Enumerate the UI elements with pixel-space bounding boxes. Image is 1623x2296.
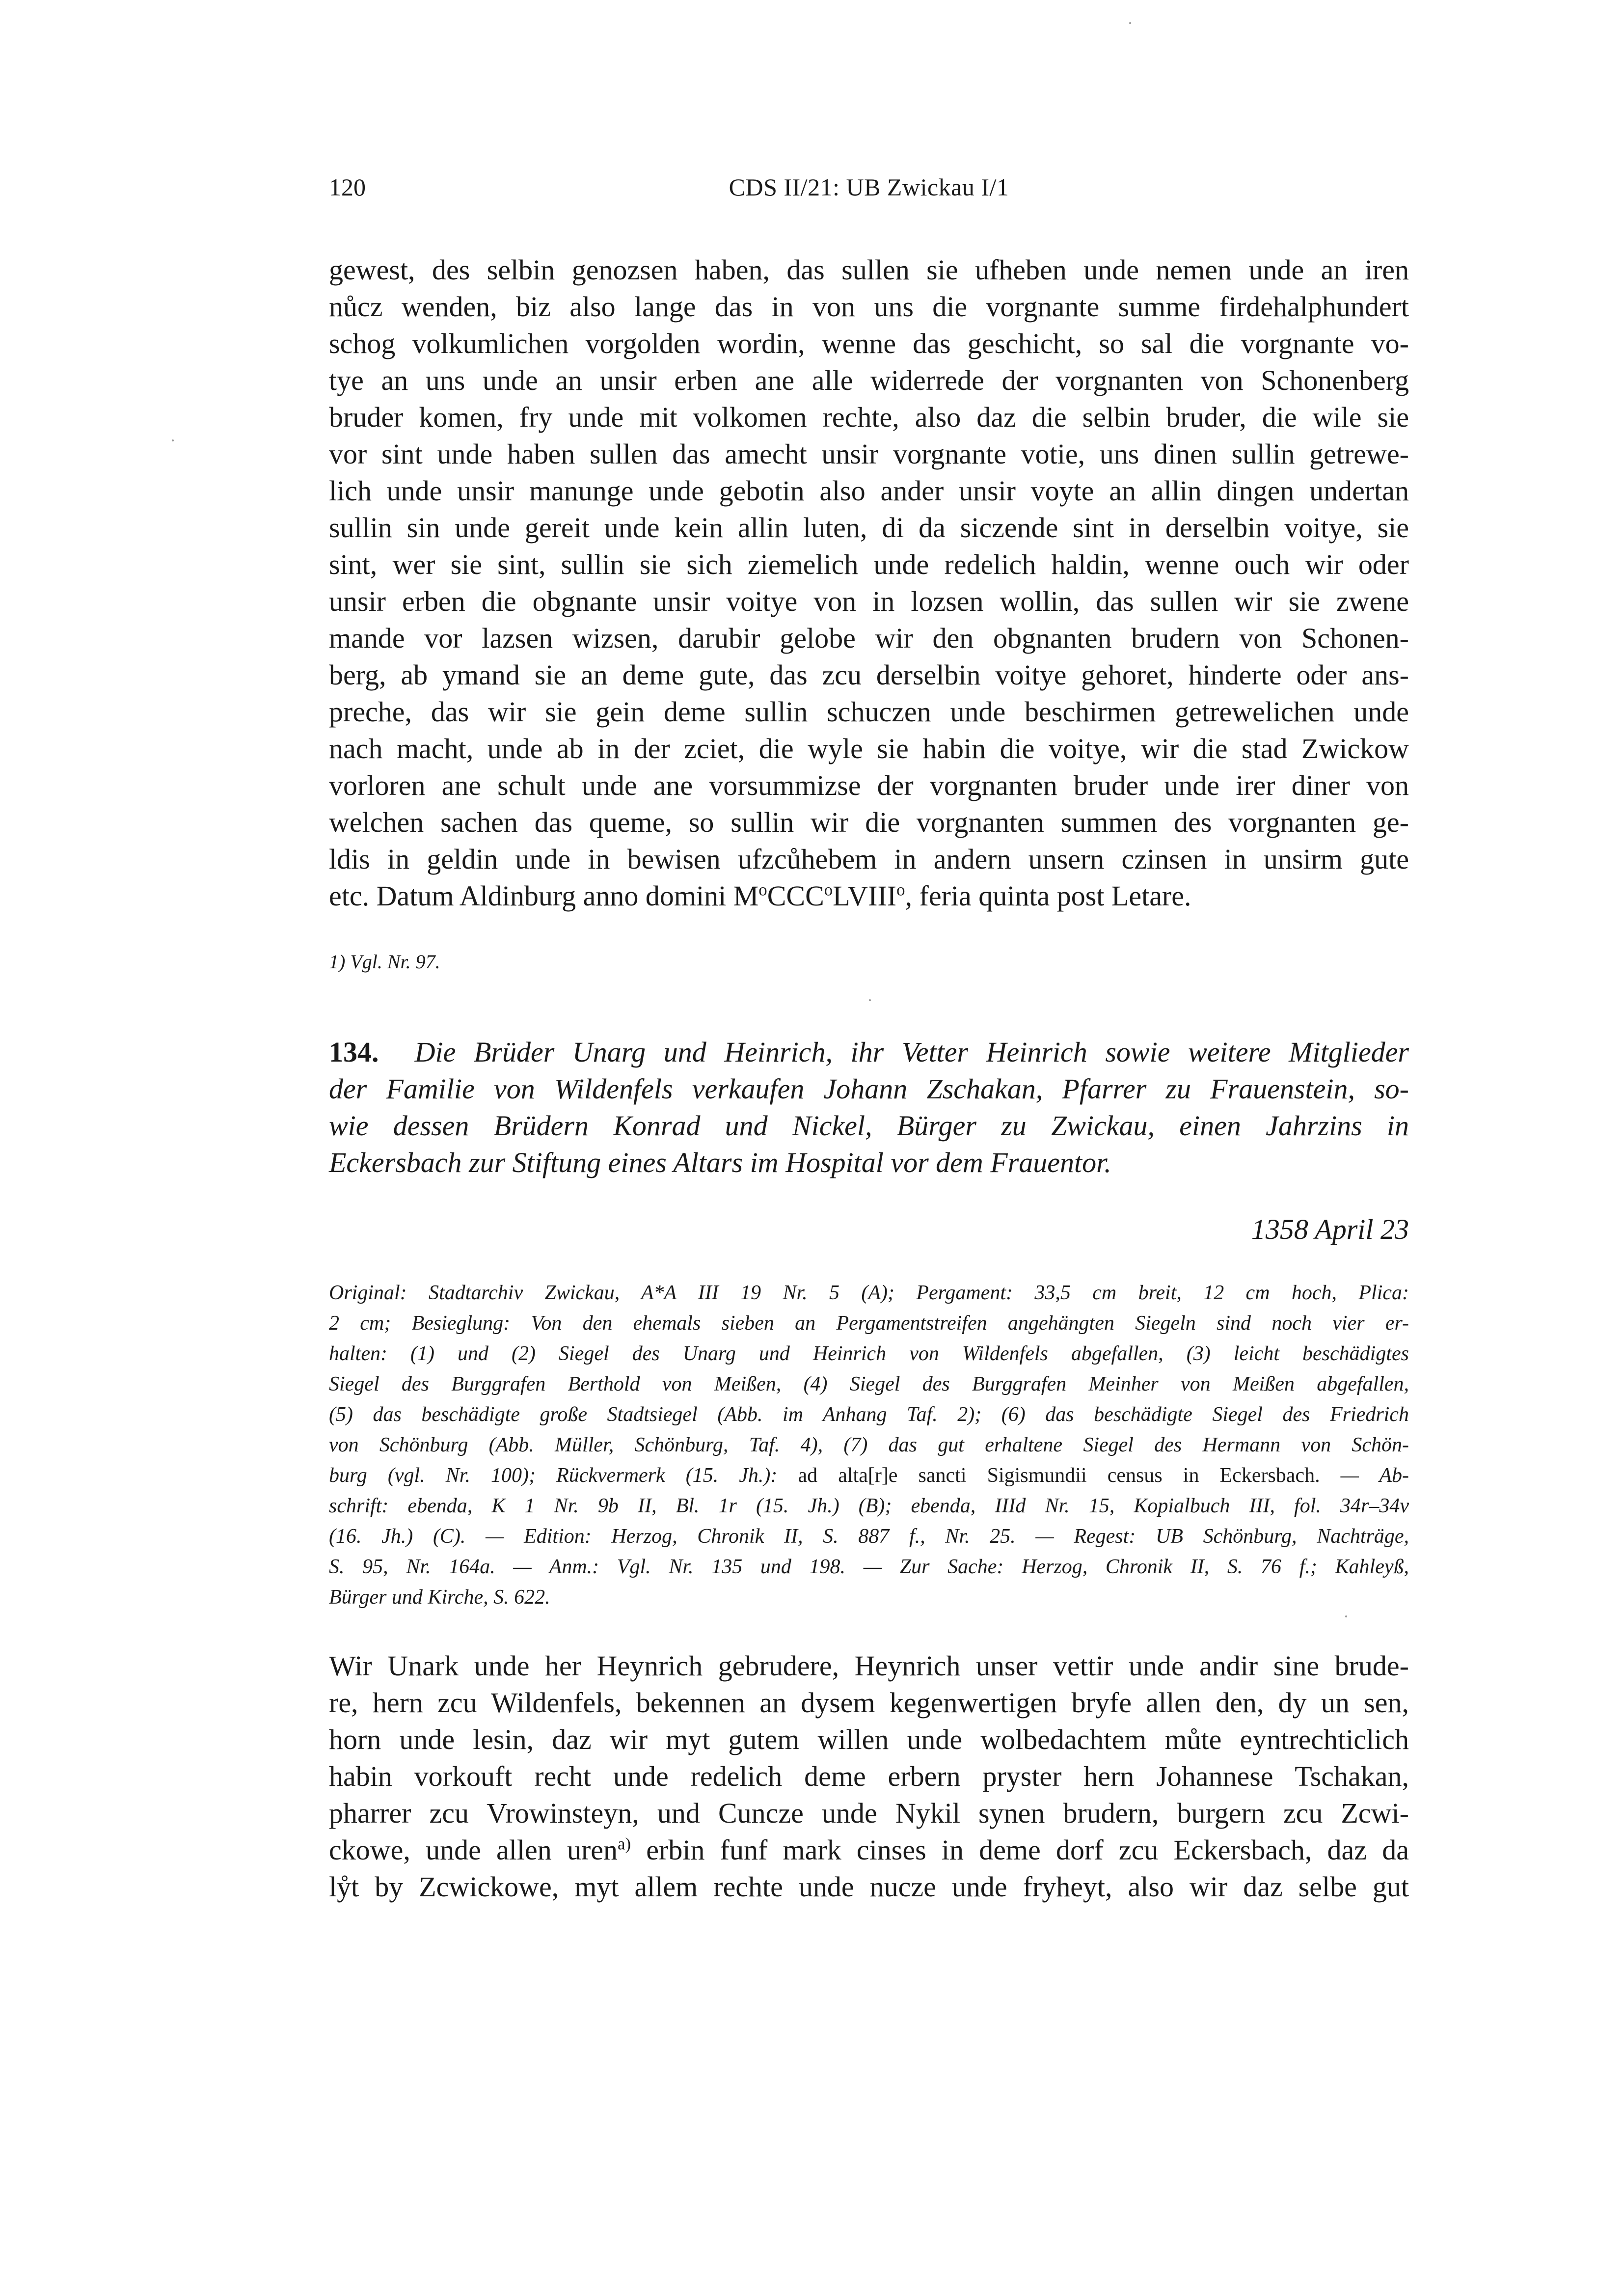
running-title: CDS II/21: UB Zwickau I/1 (729, 173, 1009, 201)
heading-line: Eckersbach zur Stiftung eines Altars im Hospital vor dem Frauentor. (329, 1147, 1111, 1178)
entry-heading (329, 1034, 1409, 1181)
note-line (329, 1460, 1409, 1491)
text-line: ldis in geldin unde in bewisen ufzcůhebem in andern unsern czinsen in unsirm gute (329, 843, 1409, 875)
heading-line (329, 1034, 1409, 1070)
note-line: (16. Jh.) (C). — Edition: Herzog, Chronik II, S. 887 f., Nr. 25. — Regest: UB Schönburg, Nachträge, (329, 1525, 1409, 1548)
text-line: lich unde unsir manunge unde gebotin also ander unsir voyte an allin dingen undertan (329, 475, 1409, 507)
footnote: 1) Vgl. Nr. 97. (329, 951, 440, 973)
text-line: nach macht, unde ab in der zciet, die wyle sie habin die voitye, wir die stad Zwickow (329, 733, 1409, 765)
text-line: unsir erben die obgnante unsir voitye von in lozsen wollin, das sullen wir sie zwene (329, 585, 1409, 617)
text-segment: ckowe, unde allen uren (329, 1834, 618, 1866)
text-line: sullin sin unde gereit unde kein allin luten, di da siczende sint in derselbin voitye, sie (329, 512, 1409, 544)
text-line: nůcz wenden, biz also lange das in von uns die vorgnante summe firdehalphundert (329, 291, 1409, 323)
note-line: von Schönburg (Abb. Müller, Schönburg, Taf. 4), (7) das gut erhaltene Siegel des Hermann von Schön- (329, 1434, 1409, 1456)
note-line: Siegel des Burggrafen Berthold von Meißen, (4) Siegel des Burggrafen Meinher von Meißen abgefallen, (329, 1373, 1409, 1395)
text-line: bruder komen, fry unde mit volkomen rechte, also daz die selbin bruder, die wile sie (329, 401, 1409, 433)
text-line: welchen sachen das queme, so sullin wir die vorgnanten summen des vorgnanten ge- (329, 806, 1409, 838)
entry-date: 1358 April 23 (1251, 1213, 1409, 1245)
text-line (329, 1831, 1409, 1868)
text-line: preche, das wir sie gein deme sullin schuczen unde beschirmen getrewelichen unde (329, 696, 1409, 728)
page-number: 120 (329, 173, 366, 201)
scan-speck (1129, 22, 1131, 24)
dating-text: CCC (767, 880, 824, 912)
dating-text: LVIII (833, 880, 897, 912)
scan-speck (869, 999, 871, 1001)
source-note (329, 1278, 1409, 1613)
text-line: pharrer zcu Vrowinsteyn, und Cuncze unde Nykil synen brudern, burgern zcu Zcwi- (329, 1797, 1409, 1829)
note-line: (5) das beschädigte große Stadtsiegel (Abb. im Anhang Taf. 2); (6) das beschädigte Siegel des Friedrich (329, 1403, 1409, 1426)
scan-speck (1345, 1615, 1347, 1617)
dorsal-note-text: ad alta[r]e sancti Sigismundii census in Eckersbach. (777, 1464, 1320, 1487)
text-line: habin vorkouft recht unde redelich deme erbern pryster hern Johannese Tschakan, (329, 1760, 1409, 1792)
page-header (329, 173, 1409, 207)
heading-line: der Familie von Wildenfels verkaufen Johann Zschakan, Pfarrer zu Frauenstein, so- (329, 1073, 1409, 1105)
charter-text-continued (329, 251, 1409, 914)
text-line: berg, ab ymand sie an deme gute, das zcu derselbin voitye gehoret, hinderte oder ans- (329, 659, 1409, 691)
heading-line: wie dessen Brüdern Konrad und Nickel, Bürger zu Zwickau, einen Jahrzins in (329, 1110, 1409, 1142)
text-line-dating-clause (329, 877, 1409, 914)
entry-number: 134. (329, 1036, 379, 1068)
dating-text: etc. Datum Aldinburg anno domini M (329, 880, 759, 912)
text-line: re, hern zcu Wildenfels, bekennen an dysem kegenwertigen bryfe allen den, dy un sen, (329, 1687, 1409, 1719)
text-line: horn unde lesin, daz wir myt gutem willen unde wolbedachtem můte eyntrechticlich (329, 1723, 1409, 1755)
text-segment: erbin funf mark cinses in deme dorf zcu Eckersbach, daz da (631, 1834, 1409, 1866)
note-line: schrift: ebenda, K 1 Nr. 9b II, Bl. 1r (15. Jh.) (B); ebenda, IIId Nr. 15, Kopialbuch III, fol. 34r–34v (329, 1495, 1409, 1517)
text-line: tye an uns unde an unsir erben ane alle widerrede der vorgnanten von Schonenberg (329, 364, 1409, 396)
note-line: Bürger und Kirche, S. 622. (329, 1586, 550, 1609)
text-line: lẙt by Zcwickowe, myt allem rechte unde nucze unde fryheyt, also wir daz selbe gut (329, 1871, 1409, 1903)
text-line: sint, wer sie sint, sullin sie sich ziemelich unde redelich haldin, wenne ouch wir oder (329, 548, 1409, 580)
note-text: burg (vgl. Nr. 100); Rückvermerk (15. Jh.): (329, 1464, 778, 1487)
scan-speck (172, 439, 174, 441)
heading-text: Die Brüder Unarg und Heinrich, ihr Vetter Heinrich sowie weitere Mitglieder (414, 1036, 1409, 1068)
text-line: gewest, des selbin genozsen haben, das sullen sie ufheben unde nemen unde an iren (329, 254, 1409, 286)
note-line: Original: Stadtarchiv Zwickau, A*A III 19 Nr. 5 (A); Pergament: 33,5 cm breit, 12 cm hoch, Plica: (329, 1282, 1409, 1304)
text-line: mande vor lazsen wizsen, darubir gelobe wir den obgnanten brudern von Schonen- (329, 622, 1409, 654)
superscript-o: o (758, 880, 767, 900)
text-line: vorloren ane schult unde ane vorsummizse der vorgnanten bruder unde irer diner von (329, 769, 1409, 801)
superscript-o: o (896, 880, 905, 900)
text-line: schog volkumlichen vorgolden wordin, wenne das geschicht, so sal die vorgnante vo- (329, 328, 1409, 359)
note-line: S. 95, Nr. 164a. — Anm.: Vgl. Nr. 135 und 198. — Zur Sache: Herzog, Chronik II, S. 76 f.; Kahleyß, (329, 1556, 1409, 1578)
footnote-marker: a) (618, 1834, 631, 1854)
note-line: 2 cm; Besieglung: Von den ehemals sieben an Pergamentstreifen angehängten Siegeln sind noch vier er- (329, 1312, 1409, 1335)
text-line: vor sint unde haben sullen das amecht unsir vorgnante votie, uns dinen sullin getrewe- (329, 438, 1409, 470)
note-text: — Ab- (1320, 1464, 1409, 1487)
charter-text-134 (329, 1647, 1409, 1905)
dating-text: , feria quinta post Letare. (905, 880, 1191, 912)
superscript-o: o (824, 880, 833, 900)
text-line: Wir Unark unde her Heynrich gebrudere, Heynrich unser vettir unde andir sine brude- (329, 1650, 1409, 1682)
note-line: halten: (1) und (2) Siegel des Unarg und Heinrich von Wildenfels abgefallen, (3) leicht beschädigtes (329, 1342, 1409, 1365)
